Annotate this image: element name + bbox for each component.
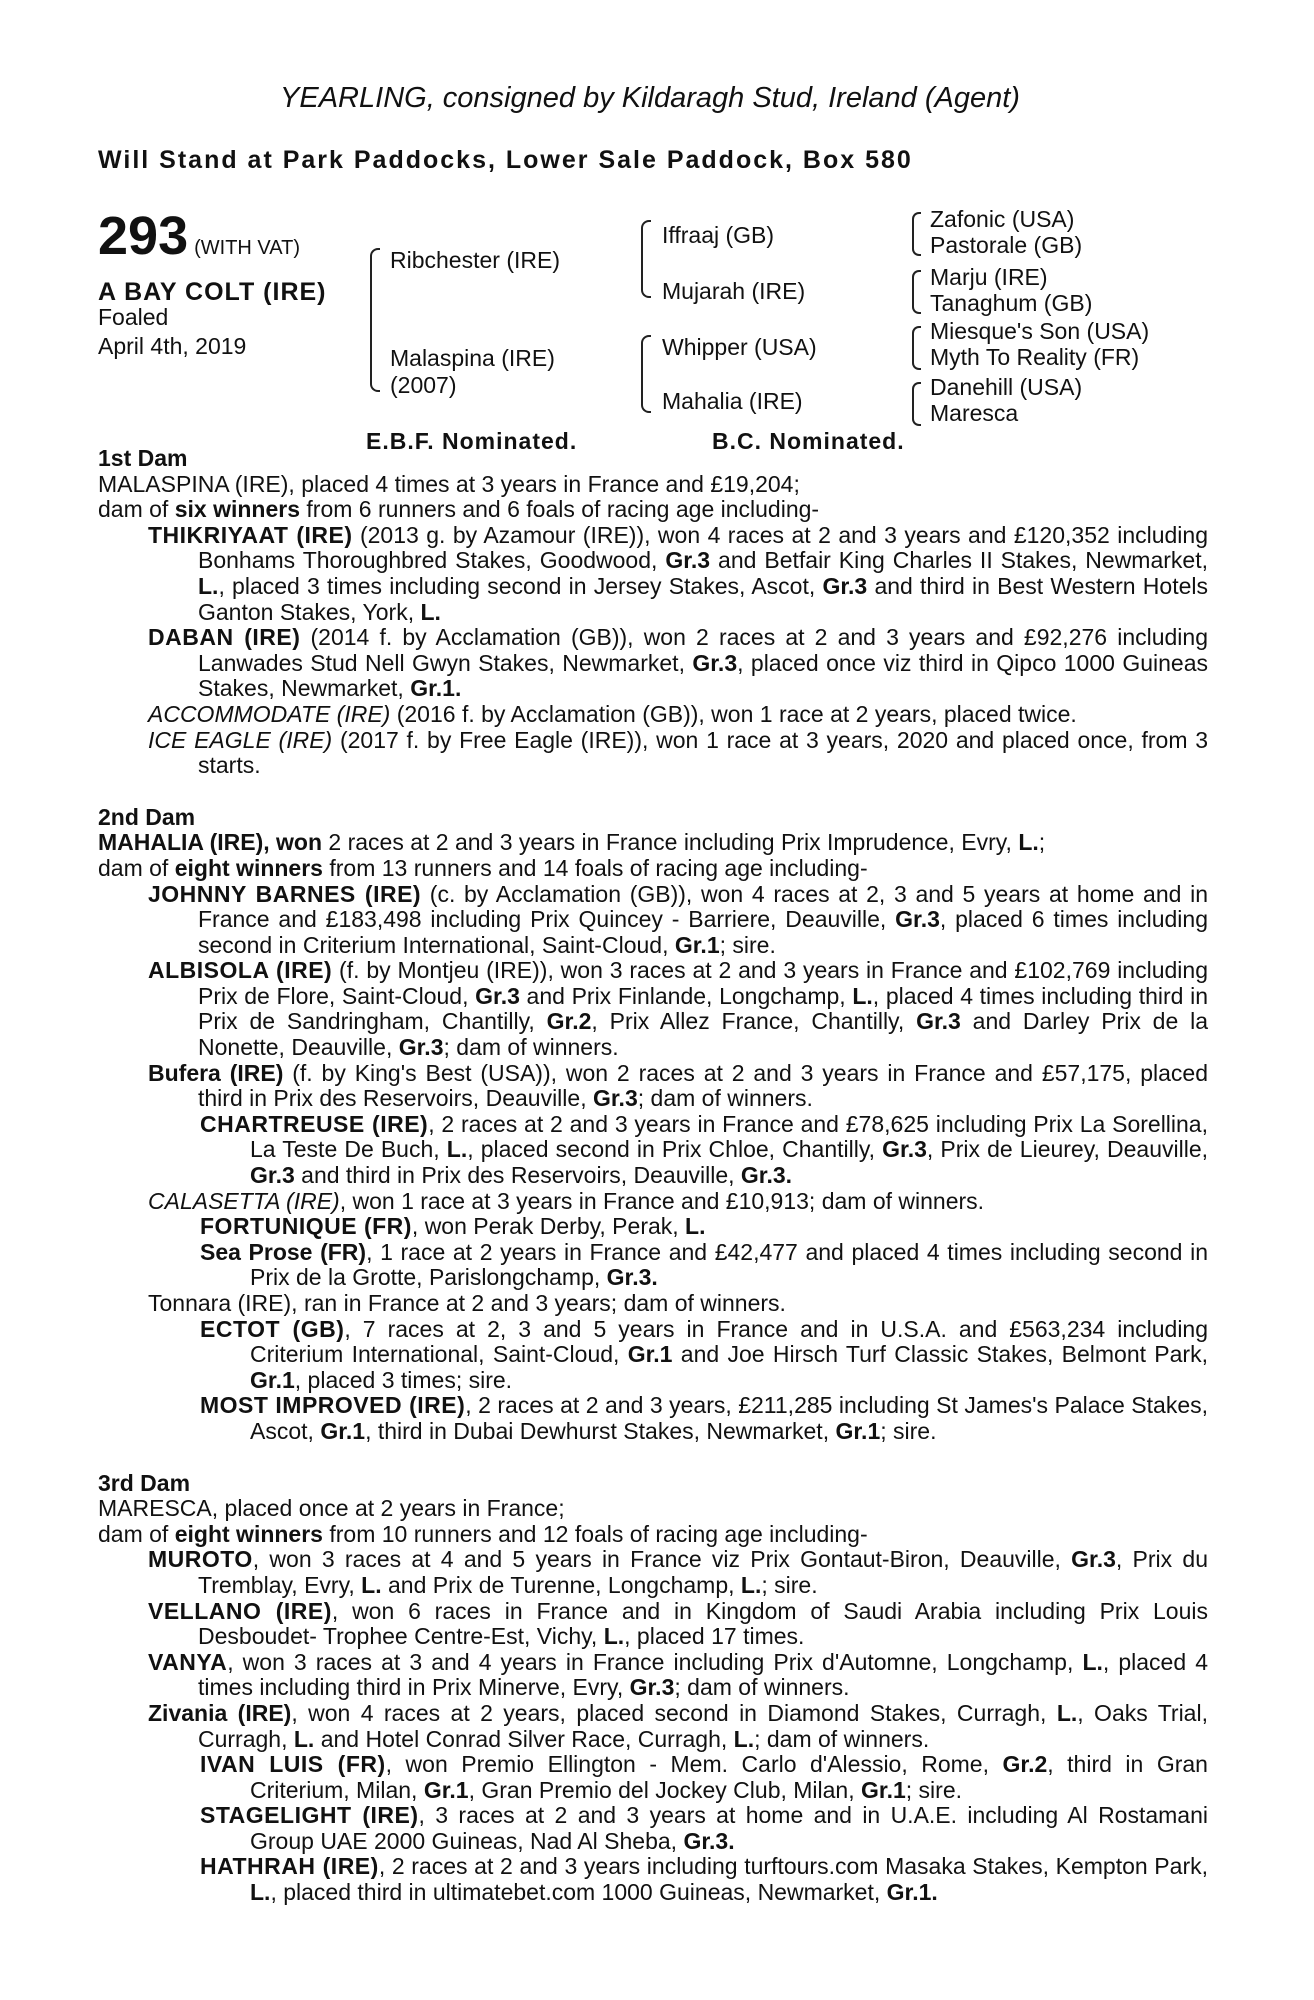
bc-nominated: B.C. Nominated. — [712, 428, 905, 454]
vat-label: (WITH VAT) — [194, 237, 301, 259]
lot-description: A BAY COLT (IRE) — [98, 278, 327, 306]
produce-entry: ICE EAGLE (IRE) (2017 f. by Free Eagle (IRE)), won 1 race at 3 years, 2020 and placed once, from 3 starts. — [148, 726, 1209, 779]
second-dam-produce-summary: dam of eight winners from 13 runners and 14 foals of racing age including- — [98, 854, 868, 881]
brace-dam — [641, 335, 651, 413]
third-dam-produce-summary: dam of eight winners from 10 runners and 12 foals of racing age including- — [98, 1520, 868, 1547]
g1-name: Zafonic (USA) — [930, 206, 1075, 232]
grandproduce-entry: CHARTREUSE (IRE), 2 races at 2 and 3 years in France and £78,625 including Prix La Sorellina, La Teste De Buch, L., placed second in Prix Chloe, Chantilly, Gr.3, Prix de Lieurey, Deauville, Gr.3 and third in Prix des Reservoirs, Deauville, Gr.3. — [200, 1110, 1209, 1189]
sire-name: Ribchester (IRE) — [390, 247, 560, 273]
brace-main — [370, 248, 380, 392]
produce-entry: Tonnara (IRE), ran in France at 2 and 3 years; dam of winners. — [148, 1290, 786, 1316]
produce-entry: THIKRIYAAT (IRE) (2013 g. by Azamour (IRE)), won 4 races at 2 and 3 years and £120,352 including Bonhams Thoroughbred Stakes, Goodwood, Gr.3 and Betfair King Charles II Stakes, Newmarket, L., placed 3 times including second in Jersey Stakes, Ascot, Gr.3 and third in Best Western Hotels Ganton Stakes, York, L. — [148, 521, 1208, 625]
produce-entry: JOHNNY BARNES (IRE) (c. by Acclamation (GB)), won 4 races at 2, 3 and 5 years at home and in France and £183,498 including Prix Quincey - Barriere, Deauville, Gr.3, placed 6 times including second in Criterium International, Saint-Cloud, Gr.1; sire. — [148, 880, 1208, 958]
grandproduce-entry: ECTOT (GB), 7 races at 2, 3 and 5 years in France and in U.S.A. and £563,234 including Criterium International, Saint-Cloud, Gr.1 and Joe Hirsch Turf Classic Stakes, Belmont Park, Gr.1, placed 3 times; sire. — [200, 1315, 1209, 1393]
g5-name: Miesque's Son (USA) — [930, 318, 1150, 344]
first-dam-record: MALASPINA (IRE), placed 4 times at 3 years in France and £19,204; — [98, 470, 800, 497]
produce-entry: DABAN (IRE) (2014 f. by Acclamation (GB)), won 2 races at 2 and 3 years and £92,276 including Lanwades Stud Nell Gwyn Stakes, Newmarket, Gr.3, placed once viz third in Qipco 1000 Guineas Stakes, Newmarket, Gr.1. — [148, 624, 1208, 702]
brace-g12 — [912, 212, 921, 256]
consignor-line: YEARLING, consigned by Kildaragh Stud, Ireland (Agent) — [280, 82, 1020, 114]
location-line: Will Stand at Park Paddocks, Lower Sale Paddock, Box 580 — [98, 146, 913, 174]
lot-number: 293 — [98, 206, 189, 266]
brace-sire — [641, 220, 651, 298]
grandproduce-entry: IVAN LUIS (FR), won Premio Ellington - Mem. Carlo d'Alessio, Rome, Gr.2, third in Gran Criterium, Milan, Gr.1, Gran Premio del Jockey Club, Milan, Gr.1; sire. — [200, 1751, 1208, 1803]
sire-dam: Mujarah (IRE) — [662, 278, 806, 304]
foaled-date: April 4th, 2019 — [98, 333, 247, 359]
third-dam-heading: 3rd Dam — [98, 1469, 191, 1496]
grandproduce-entry: MOST IMPROVED (IRE), 2 races at 2 and 3 years, £211,285 including St James's Palace Stakes, Ascot, Gr.1, third in Dubai Dewhurst Stakes, Newmarket, Gr.1; sire. — [200, 1392, 1209, 1444]
foaled-label: Foaled — [98, 304, 169, 330]
g2-name: Pastorale (GB) — [930, 232, 1083, 258]
grandproduce-entry: HATHRAH (IRE), 2 races at 2 and 3 years including turftours.com Masaka Stakes, Kempton Park, L., placed third in ultimatebet.com 1000 Guineas, Newmarket, Gr.1. — [200, 1853, 1208, 1906]
produce-entry: CALASETTA (IRE), won 1 race at 3 years in France and £10,913; dam of winners. — [148, 1187, 985, 1214]
g4-name: Tanaghum (GB) — [930, 290, 1093, 316]
second-dam-heading: 2nd Dam — [98, 803, 196, 830]
produce-entry: VELLANO (IRE), won 6 races in France and in Kingdom of Saudi Arabia including Prix Louis Desboudet- Trophee Centre-Est, Vichy, L., placed 17 times. — [148, 1597, 1208, 1650]
produce-entry: VANYA, won 3 races at 3 and 4 years in France including Prix d'Automne, Longchamp, L., placed 4 times including third in Prix Minerve, Evry, Gr.3; dam of winners. — [148, 1648, 1208, 1701]
lot-number-block — [98, 205, 300, 267]
dam-dam: Mahalia (IRE) — [662, 388, 803, 414]
family-text — [98, 446, 1208, 1906]
g3-name: Marju (IRE) — [930, 264, 1048, 290]
produce-entry: MUROTO, won 3 races at 4 and 5 years in France viz Prix Gontaut-Biron, Deauville, Gr.3, Prix du Tremblay, Evry, L. and Prix de Turenne, Longchamp, L.; sire. — [148, 1546, 1208, 1598]
brace-g78 — [912, 382, 921, 426]
grandproduce-entry: STAGELIGHT (IRE), 3 races at 2 and 3 years at home and in U.A.E. including Al Rostamani Group UAE 2000 Guineas, Nad Al Sheba, Gr.3. — [200, 1802, 1209, 1854]
dam-name: Malaspina (IRE) — [390, 345, 555, 371]
grandproduce-entry: FORTUNIQUE (FR), won Perak Derby, Perak, L. — [200, 1213, 706, 1240]
produce-entry: ACCOMMODATE (IRE) (2016 f. by Acclamation (GB)), won 1 race at 2 years, placed twice. — [148, 700, 1077, 727]
first-dam-produce-summary: dam of six winners from 6 runners and 6 foals of racing age including- — [98, 496, 820, 523]
brace-g56 — [912, 326, 921, 370]
produce-entry: Zivania (IRE), won 4 races at 2 years, placed second in Diamond Stakes, Curragh, L., Oaks Trial, Curragh, L. and Hotel Conrad Silver Race, Curragh, L.; dam of winners. — [148, 1699, 1208, 1752]
ebf-nominated: E.B.F. Nominated. — [366, 428, 578, 454]
g6-name: Myth To Reality (FR) — [930, 344, 1140, 370]
g7-name: Danehill (USA) — [930, 374, 1083, 400]
g8-name: Maresca — [930, 400, 1019, 426]
brace-g34 — [912, 270, 921, 314]
produce-entry: Bufera (IRE) (f. by King's Best (USA)), won 2 races at 2 and 3 years in France and £57,175, placed third in Prix des Reservoirs, Deauville, Gr.3; dam of winners. — [148, 1059, 1208, 1112]
first-dam-heading: 1st Dam — [98, 445, 188, 471]
dam-sire: Whipper (USA) — [662, 334, 817, 360]
sire-sire: Iffraaj (GB) — [662, 222, 775, 248]
produce-entry: ALBISOLA (IRE) (f. by Montjeu (IRE)), won 3 races at 2 and 3 years in France and £102,769 including Prix de Flore, Saint-Cloud, Gr.3 and Prix Finlande, Longchamp, L., placed 4 times including third in Prix de Sandringham, Chantilly, Gr.2, Prix Allez France, Chantilly, Gr.3 and Darley Prix de la Nonette, Deauville, Gr.3; dam of winners. — [148, 957, 1208, 1061]
dam-year: (2007) — [390, 372, 457, 398]
second-dam-record: MAHALIA (IRE), won 2 races at 2 and 3 years in France including Prix Imprudence, Evry, L.; — [98, 829, 1046, 856]
third-dam-record: MARESCA, placed once at 2 years in France; — [98, 1495, 565, 1522]
grandproduce-entry: Sea Prose (FR), 1 race at 2 years in France and £42,477 and placed 4 times including second in Prix de la Grotte, Parislongchamp, Gr.3. — [200, 1238, 1208, 1291]
